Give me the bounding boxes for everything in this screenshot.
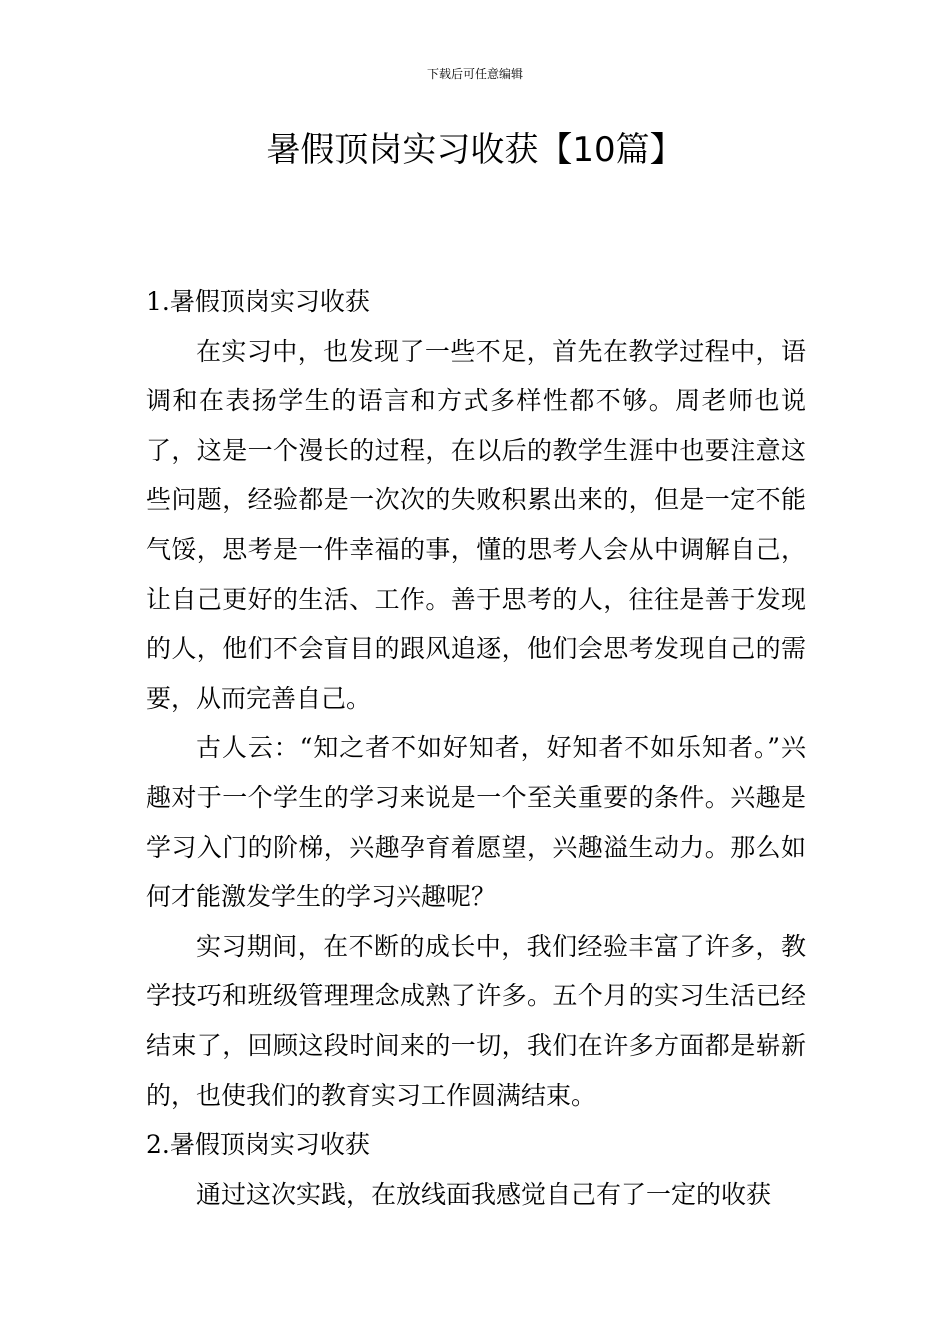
paragraph: 通过这次实践，在放线面我感觉自己有了一定的收获 bbox=[196, 1179, 772, 1209]
paragraph: 在实习中，也发现了一些不足，首先在教学过程中，语调和在表扬学生的语言和方式多样性都不够。周老师也说了，这是一个漫长的过程，在以后的教学生涯中也要注意这些问题，经验都是一次次的失败积累出来的，但是一定不能气馁，思考是一件幸福的事，懂的思考人会从中调解自己，让自己更好的生活、工作。善于思考的人，往往是善于发现的人，他们不会盲目的跟风追逐，他们会思考发现自己的需要，从而完善自己。 bbox=[146, 336, 806, 713]
header-note: 下载后可任意编辑 bbox=[426, 67, 523, 81]
paragraph: 古人云：“知之者不如好知者，好知者不如乐知者。”兴趣对于一个学生的学习来说是一个至关重要的条件。兴趣是学习入门的阶梯，兴趣孕育着愿望，兴趣溢生动力。那么如何才能激发学生的学习兴趣呢？ bbox=[146, 733, 806, 912]
paragraph: 实习期间，在不断的成长中，我们经验丰富了许多，教学技巧和班级管理理念成熟了许多。五个月的实习生活已经结束了，回顾这段时间来的一切，我们在许多方面都是崭新的，也使我们的教育实习工作圆满结束。 bbox=[146, 931, 806, 1110]
section-heading-2: 2.暑假顶岗实习收获 bbox=[146, 1130, 370, 1160]
document-title: 暑假顶岗实习收获【10篇】 bbox=[266, 130, 684, 170]
document-body bbox=[146, 277, 806, 1219]
section-heading-1: 1.暑假顶岗实习收获 bbox=[146, 287, 370, 316]
